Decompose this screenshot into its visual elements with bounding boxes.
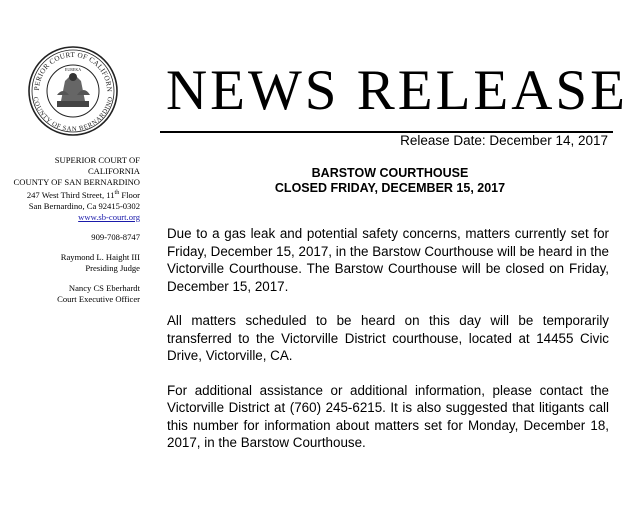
court-info-sidebar xyxy=(0,155,140,305)
release-date: Release Date: December 14, 2017 xyxy=(400,133,608,148)
court-phone: 909-708-8747 xyxy=(91,231,140,242)
seal-motto: EUREKA xyxy=(64,67,82,72)
court-address-line2: San Bernardino, Ca 92415-0302 xyxy=(28,200,140,211)
release-title xyxy=(200,166,580,196)
executive-officer-title: Court Executive Officer xyxy=(57,293,140,304)
executive-officer-name: Nancy CS Eberhardt xyxy=(68,282,140,293)
body-paragraph: All matters scheduled to be heard on this day will be temporarily transferred to the Victorville District courthouse, located at 14455 Civic Drive, Victorville, CA. xyxy=(167,313,609,363)
court-name-line2: CALIFORNIA xyxy=(87,166,140,176)
release-title-line2: CLOSED FRIDAY, DECEMBER 15, 2017 xyxy=(274,181,506,195)
body-paragraph: Due to a gas leak and potential safety concerns, matters currently set for Friday, December 15, 2017, in the Barstow Courthouse will be heard in the Victorville Courthouse. The Barstow Courthouse will be closed on Friday, December 15, 2017. xyxy=(167,226,609,294)
court-name-line3: COUNTY OF SAN BERNARDINO xyxy=(13,177,140,187)
seal-inner-text: COUNTY OF SAN BERNARDINO xyxy=(31,96,115,134)
presiding-judge-title: Presiding Judge xyxy=(85,262,140,273)
court-name-line1: SUPERIOR COURT OF xyxy=(54,155,140,165)
body-paragraph: For additional assistance or additional information, please contact the Victorville District at (760) 245-6215. It is also suggested that litigants call this number for information about matters set for Monday, December 18, 2017, in the Barstow Courthouse. xyxy=(167,382,609,450)
seal-outer-text: PERIOR COURT OF CALIFORN xyxy=(32,50,114,93)
headline: NEWS RELEASE xyxy=(166,59,628,122)
release-title-line1: BARSTOW COURTHOUSE xyxy=(311,166,469,180)
release-body xyxy=(167,225,609,469)
presiding-judge-name: Raymond L. Haight III xyxy=(60,251,140,262)
court-website-link[interactable]: www.sb-court.org xyxy=(78,211,140,222)
court-seal xyxy=(27,45,119,137)
court-address-line1: 247 West Third Street, 11th Floor xyxy=(26,189,140,200)
